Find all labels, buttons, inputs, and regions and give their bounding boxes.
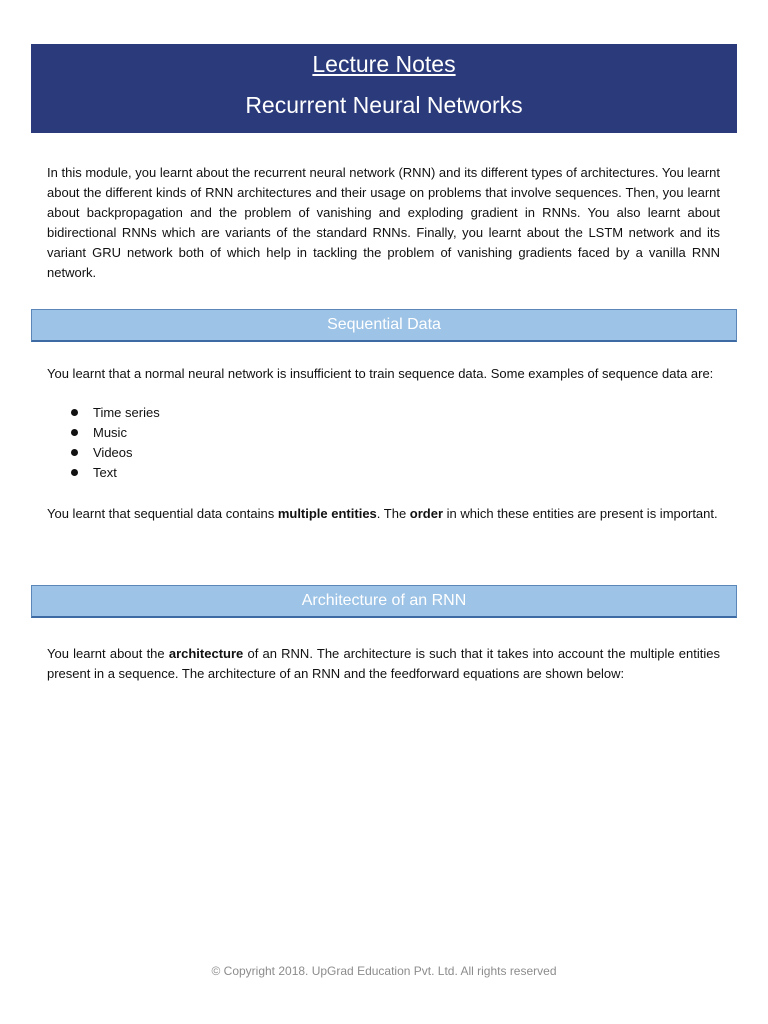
document-subtitle: Recurrent Neural Networks — [245, 92, 523, 118]
sequential-data-closing — [47, 504, 720, 524]
text-run: of an RNN. The architecture is such that it takes into account the multiple entities present in a sequence. The architecture of an RNN and the feedforward equations are shown below: — [47, 646, 720, 681]
list-item-label: Music — [93, 425, 127, 440]
list-item-label: Text — [93, 465, 117, 480]
text-run: You learnt that sequential data contains — [47, 506, 278, 521]
list-item — [47, 463, 160, 483]
text-run: You learnt about the — [47, 646, 169, 661]
list-item-label: Time series — [93, 405, 160, 420]
bullet-icon — [71, 469, 78, 476]
architecture-paragraph — [47, 644, 720, 684]
list-item — [47, 443, 160, 463]
title-banner — [31, 44, 737, 133]
bullet-icon — [71, 429, 78, 436]
section-heading-architecture: Architecture of an RNN — [31, 585, 737, 618]
text-run: in which these entities are present is important. — [443, 506, 718, 521]
bold-term-order: order — [409, 506, 444, 521]
document-title: Lecture Notes — [312, 51, 456, 77]
sequential-data-lead: You learnt that a normal neural network is insufficient to train sequence data. Some examples of sequence data are: — [47, 366, 714, 381]
intro-paragraph: In this module, you learnt about the recurrent neural network (RNN) and its different types of architectures. You learnt about the different kinds of RNN architectures and their usage on problems that involve sequences. Then, you learnt about backpropagation and the problem of vanishing and exploding gradient in RNNs. You also learnt about bidirectional RNNs which are variants of the standard RNNs. Finally, you learnt about the LSTM network and its variant GRU network both of which help in tackling the problem of vanishing gradients faced by a vanilla RNN network. — [47, 165, 720, 280]
list-item — [47, 403, 160, 423]
bullet-icon — [71, 409, 78, 416]
bullet-icon — [71, 449, 78, 456]
text-run: . The — [376, 506, 410, 521]
bold-term-multiple-entities: multiple entities — [277, 506, 377, 521]
copyright-footer: © Copyright 2018. UpGrad Education Pvt. Ltd. All rights reserved — [211, 964, 557, 978]
bold-term-architecture: architecture — [168, 646, 244, 661]
sequence-examples-list — [47, 403, 160, 483]
list-item-label: Videos — [93, 445, 133, 460]
section-heading-sequential-data: Sequential Data — [31, 309, 737, 342]
list-item — [47, 423, 160, 443]
